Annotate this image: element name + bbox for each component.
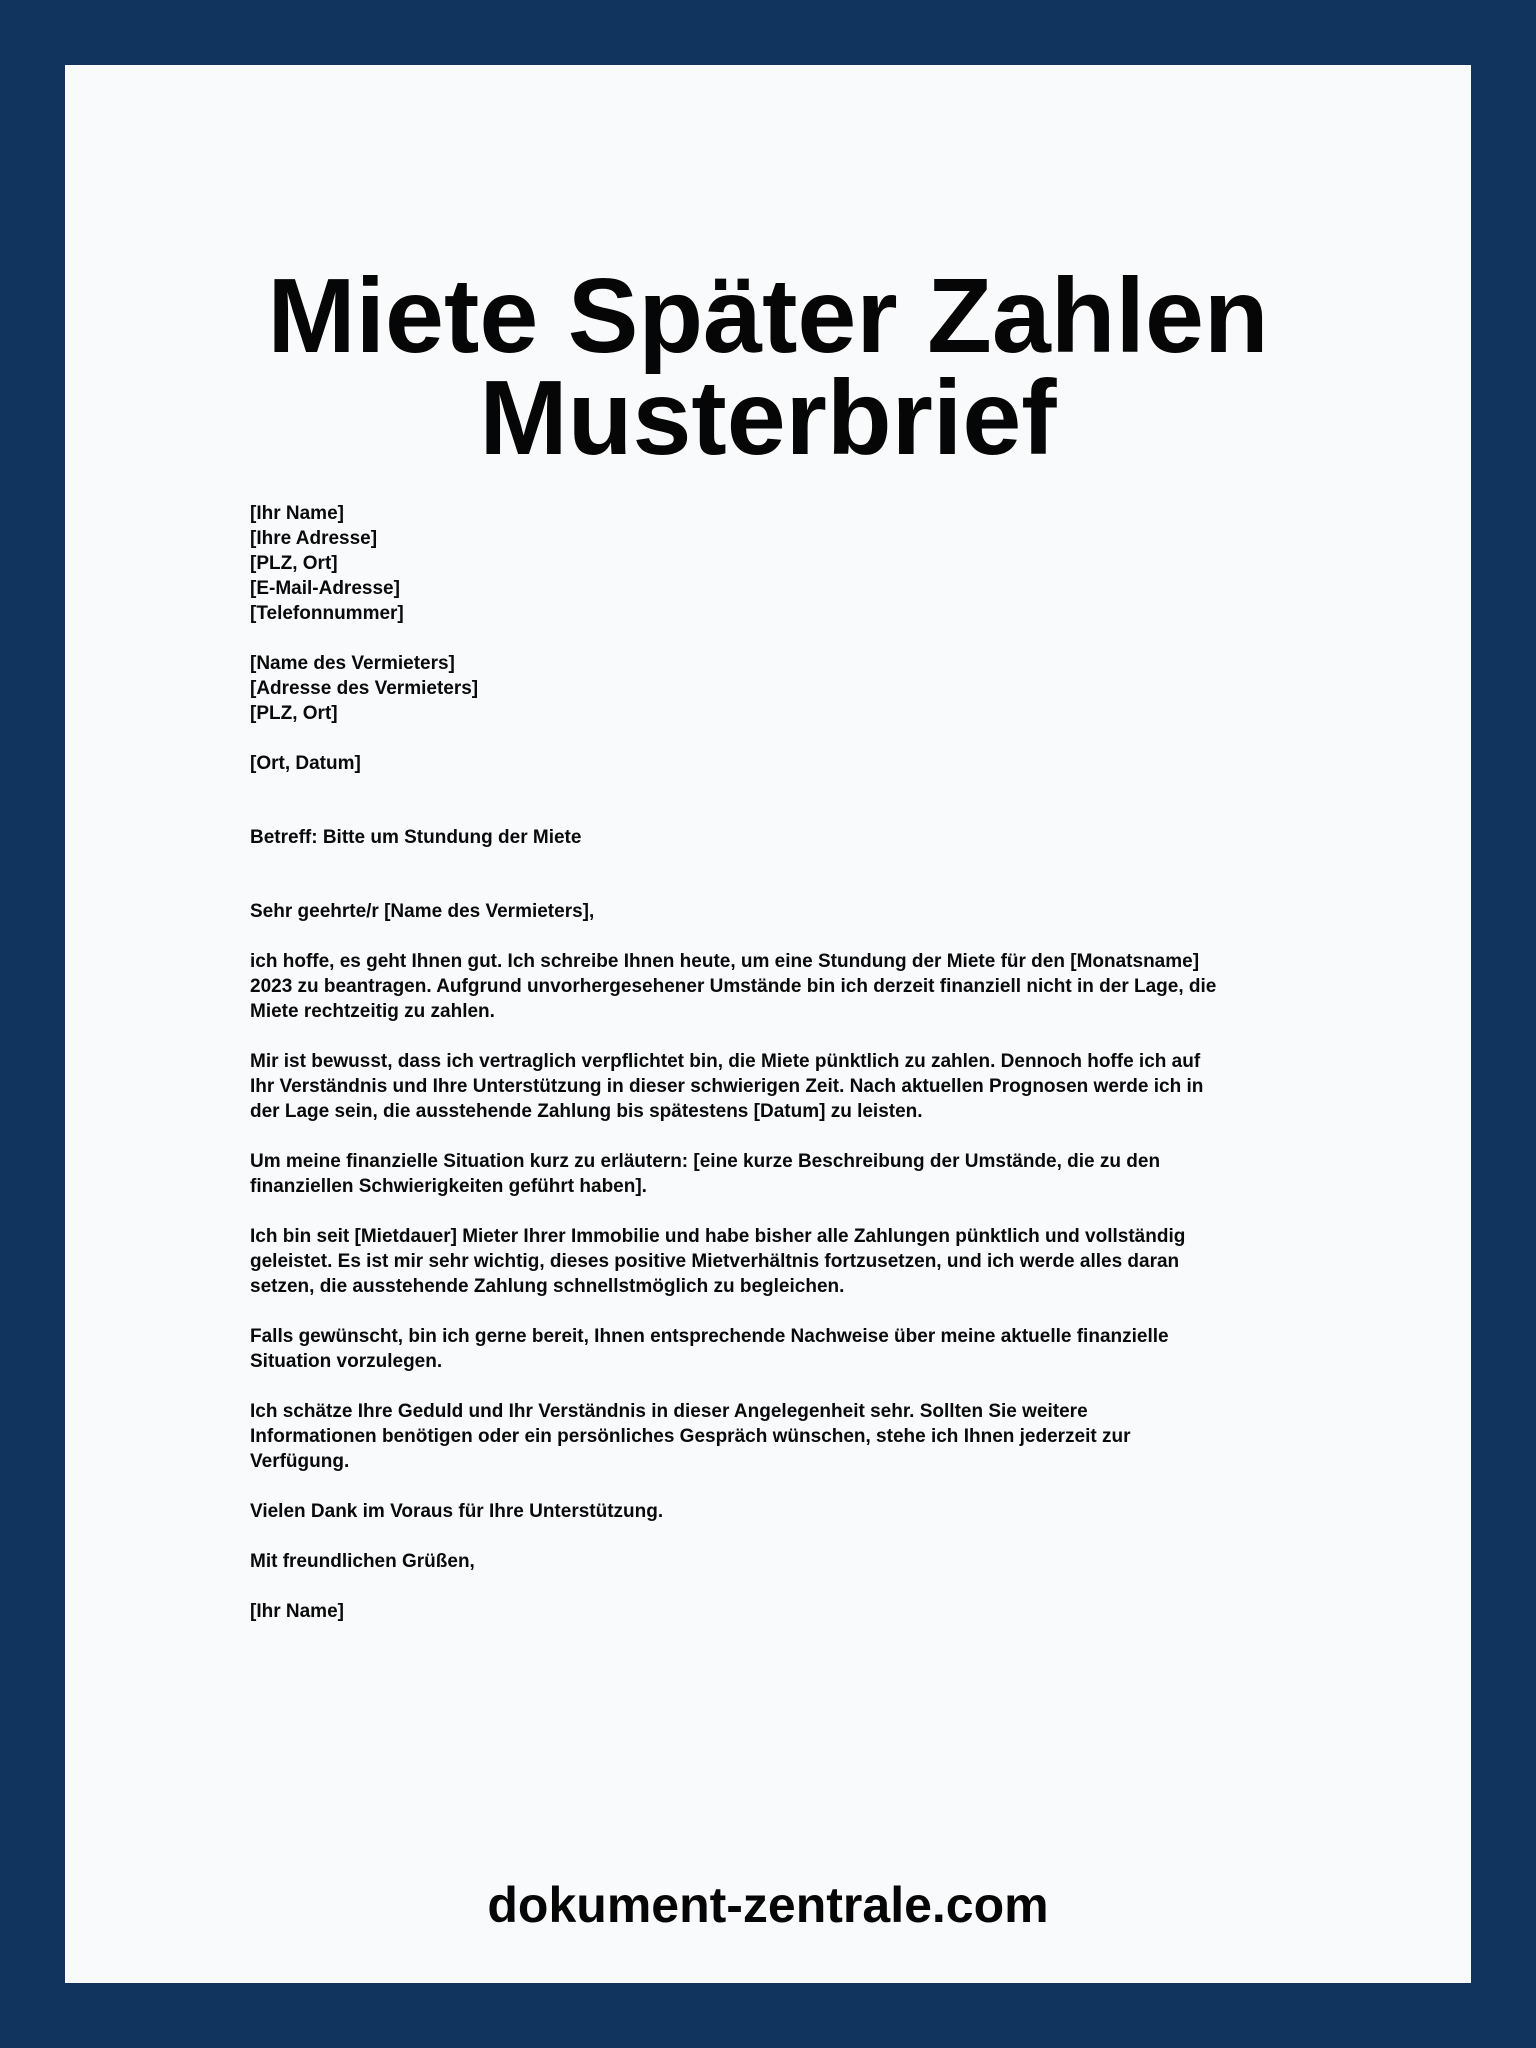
paragraph-line: Informationen benötigen oder ein persönliches Gespräch wünschen, stehe ich Ihnen jederzeit zur [250, 1426, 1131, 1447]
recipient-city: [PLZ, Ort] [250, 703, 338, 724]
salutation: Sehr geehrte/r [Name des Vermieters], [250, 901, 595, 922]
title-line-2: Musterbrief [479, 359, 1057, 477]
paragraph-7 [250, 1499, 1350, 1524]
paragraph-line: 2023 zu beantragen. Aufgrund unvorhergesehener Umstände bin ich derzeit finanziell nicht in der Lage, die [250, 976, 1217, 997]
sender-phone: [Telefonnummer] [250, 603, 404, 624]
paragraph-6 [250, 1399, 1350, 1474]
document-title [65, 257, 1471, 477]
paragraph-line: geleistet. Es ist mir sehr wichtig, dieses positive Mietverhältnis fortzusetzen, und ich werde alles daran [250, 1251, 1180, 1272]
paragraph-2 [250, 1049, 1350, 1124]
paragraph-line: Ihr Verständnis und Ihre Unterstützung in dieser schwierigen Zeit. Nach aktuellen Prognosen werde ich in [250, 1076, 1204, 1097]
recipient-block [250, 651, 1350, 726]
paragraph-line: Ich bin seit [Mietdauer] Mieter Ihrer Immobilie und habe bisher alle Zahlungen pünktlich und vollständig [250, 1226, 1186, 1247]
paragraph-line: Ich schätze Ihre Geduld und Ihr Verständnis in dieser Angelegenheit sehr. Sollten Sie weitere [250, 1401, 1088, 1422]
paragraph-line: finanziellen Schwierigkeiten geführt haben]. [250, 1176, 647, 1197]
paragraph-line: Miete rechtzeitig zu zahlen. [250, 1001, 495, 1022]
document-page [65, 65, 1471, 1983]
paragraph-line: Verfügung. [250, 1451, 350, 1472]
paragraph-4 [250, 1224, 1350, 1299]
paragraph-1 [250, 949, 1350, 1024]
recipient-address: [Adresse des Vermieters] [250, 678, 479, 699]
recipient-name: [Name des Vermieters] [250, 653, 455, 674]
place-date: [Ort, Datum] [250, 753, 361, 774]
paragraph-line: Falls gewünscht, bin ich gerne bereit, Ihnen entsprechende Nachweise über meine aktuelle finanzielle [250, 1326, 1169, 1347]
sender-email: [E-Mail-Adresse] [250, 578, 400, 599]
paragraph-line: setzen, die ausstehende Zahlung schnellstmöglich zu begleichen. [250, 1276, 845, 1297]
paragraph-line: ich hoffe, es geht Ihnen gut. Ich schreibe Ihnen heute, um eine Stundung der Miete für den [Monatsname] [250, 951, 1200, 972]
paragraph-3 [250, 1149, 1350, 1199]
signature: [Ihr Name] [250, 1601, 344, 1622]
paragraph-line: der Lage sein, die ausstehende Zahlung bis spätestens [Datum] zu leisten. [250, 1101, 923, 1122]
sender-city: [PLZ, Ort] [250, 553, 338, 574]
letter-body [250, 501, 1350, 1624]
subject-line: Betreff: Bitte um Stundung der Miete [250, 827, 582, 848]
paragraph-line: Mir ist bewusst, dass ich vertraglich verpflichtet bin, die Miete pünktlich zu zahlen. Dennoch hoffe ich auf [250, 1051, 1201, 1072]
sender-block [250, 501, 1350, 626]
paragraph-line: Situation vorzulegen. [250, 1351, 443, 1372]
paragraph-line: Um meine finanzielle Situation kurz zu erläutern: [eine kurze Beschreibung der Umstände, die zu den [250, 1151, 1161, 1172]
sender-name: [Ihr Name] [250, 503, 344, 524]
title-line-1: Miete Später Zahlen [267, 257, 1269, 375]
paragraph-line: Vielen Dank im Voraus für Ihre Unterstützung. [250, 1501, 664, 1522]
closing: Mit freundlichen Grüßen, [250, 1551, 475, 1572]
sender-address: [Ihre Adresse] [250, 528, 378, 549]
paragraph-5 [250, 1324, 1350, 1374]
footer-website: dokument-zentrale.com [487, 1877, 1049, 1933]
